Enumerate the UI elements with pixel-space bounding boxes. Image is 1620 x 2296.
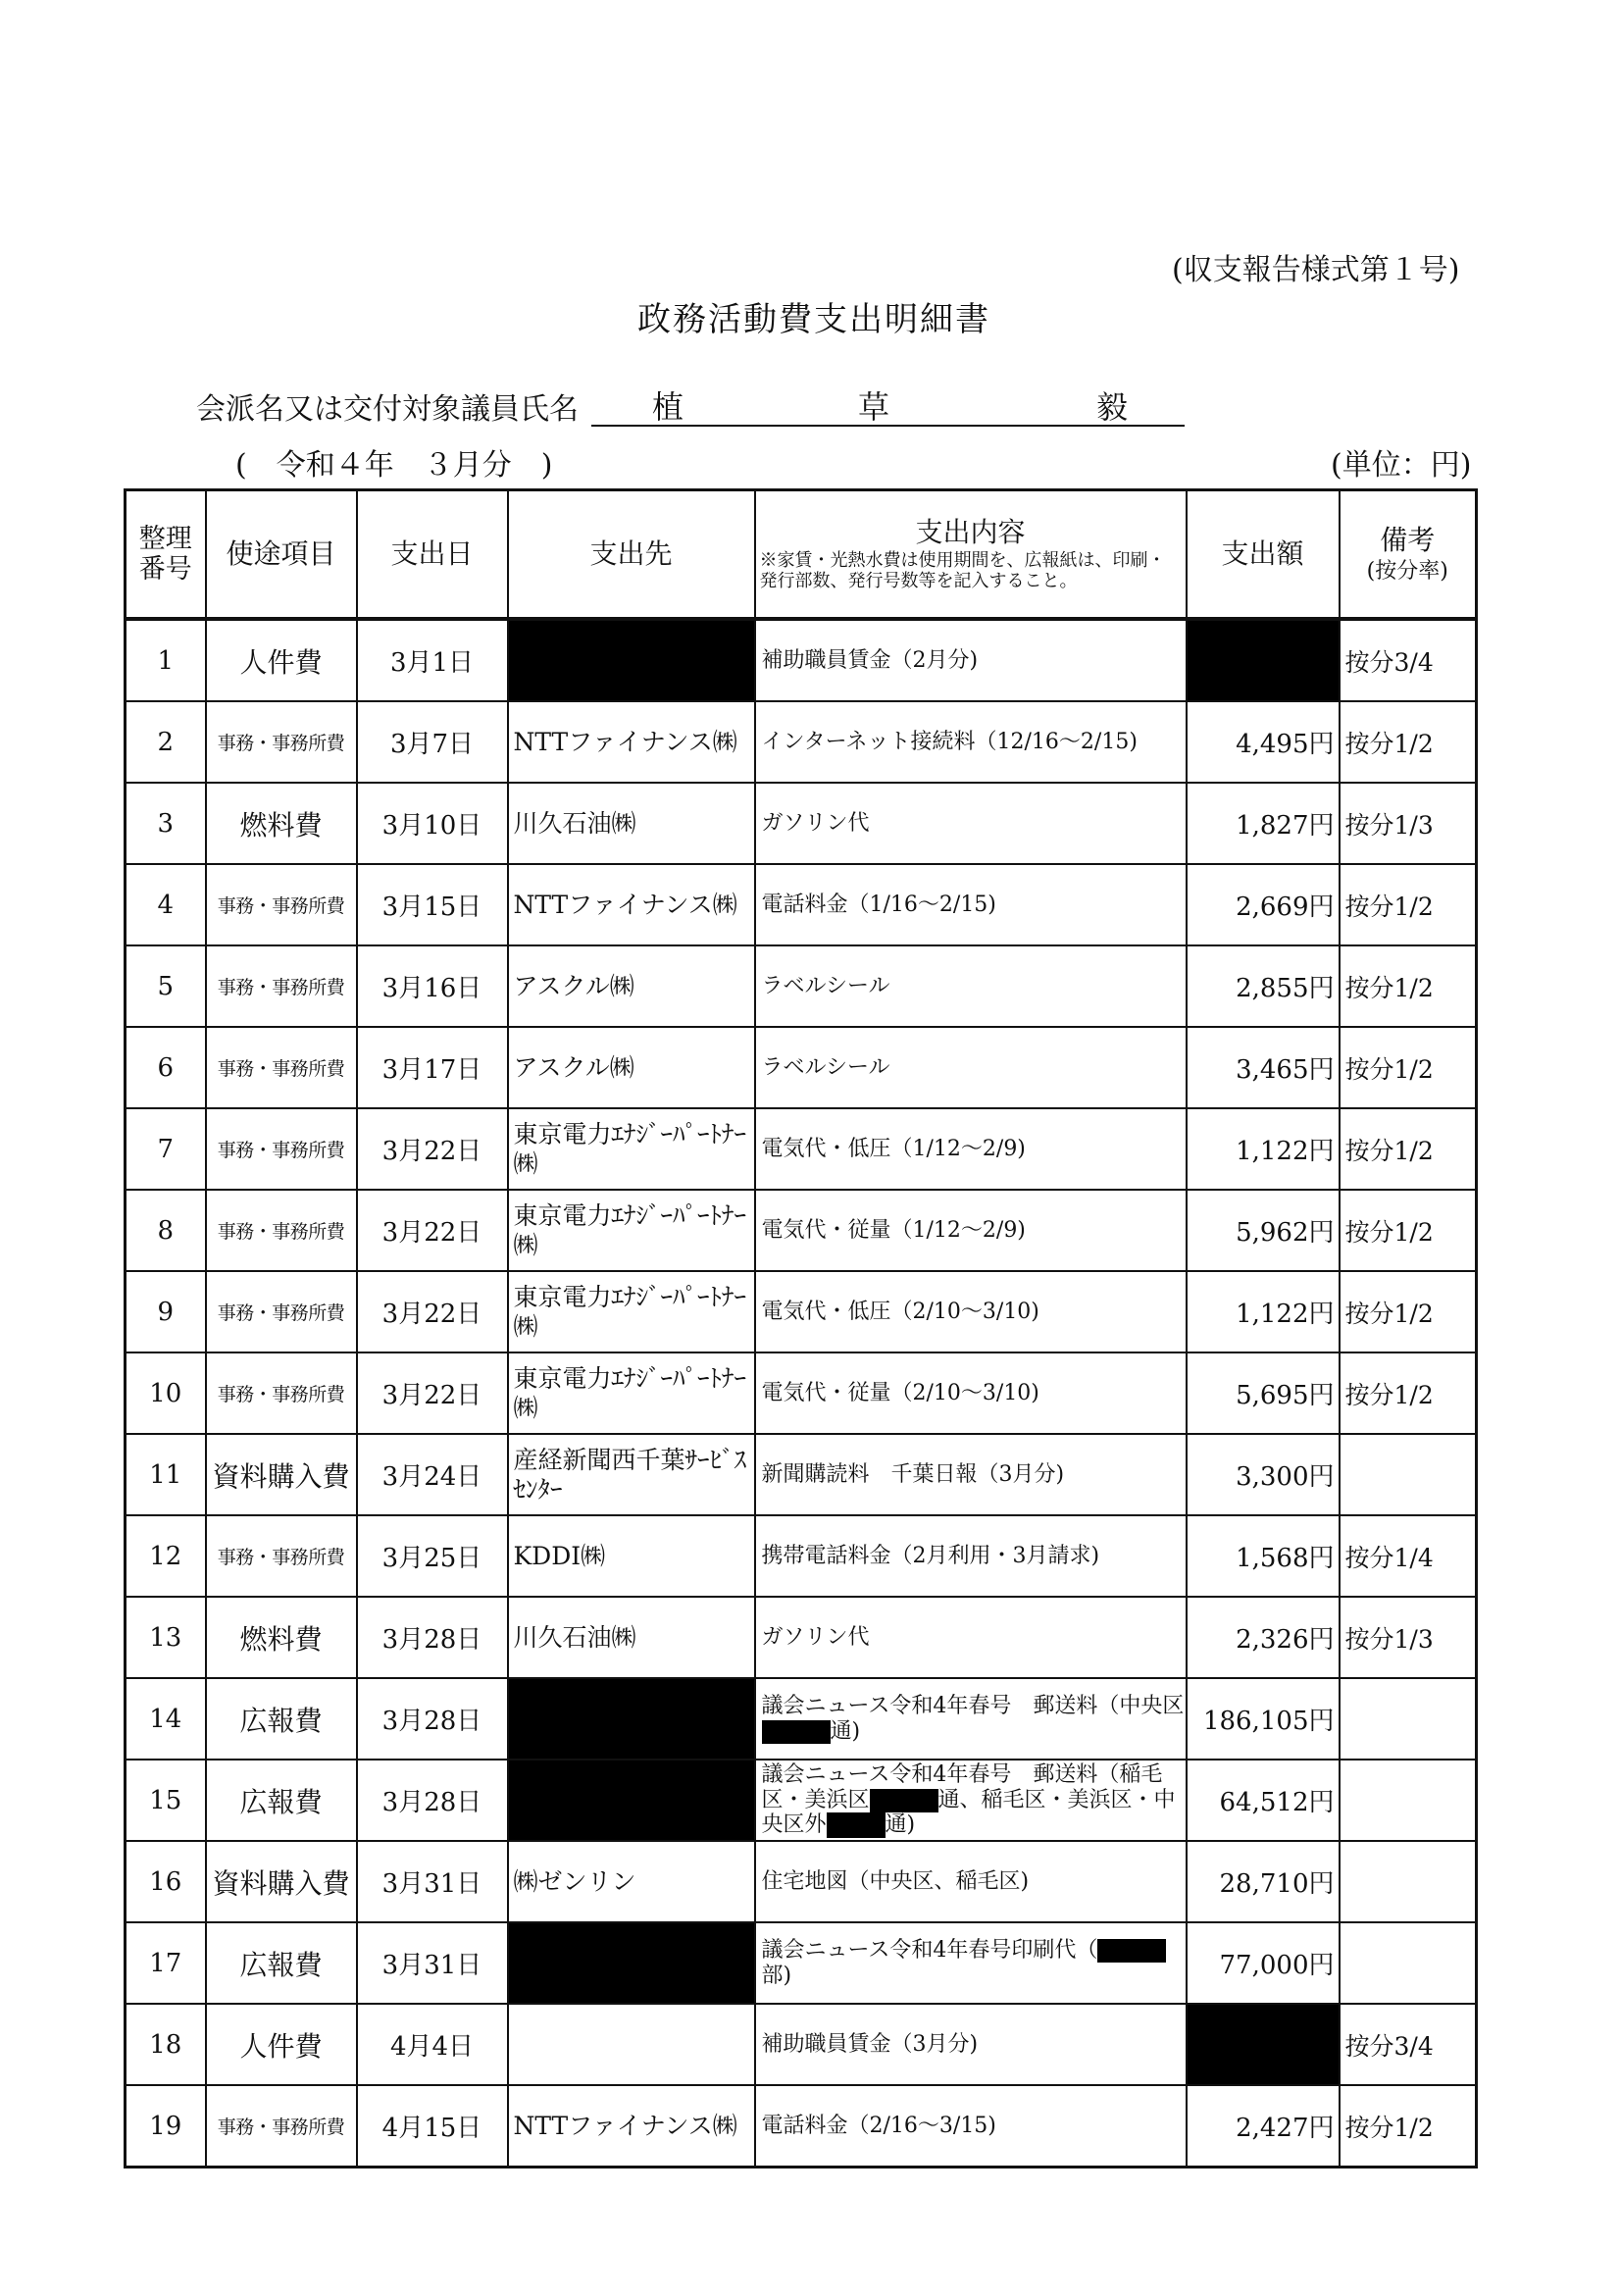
member-name-part: 草 — [858, 388, 890, 426]
row-amount: 1,568円 — [1187, 1515, 1340, 1597]
table-row — [126, 2004, 1477, 2085]
row-content-text: ガソリン代 — [761, 1624, 870, 1650]
period: ( 令和４年 ３月分 ) — [235, 448, 553, 483]
row-remarks: 按分1/2 — [1340, 1027, 1477, 1108]
row-content-text: 電気代・従量（2/10～3/10) — [761, 1380, 1039, 1405]
row-payee: 東京電力ｴﾅｼﾞｰﾊﾟｰﾄﾅｰ㈱ — [508, 1271, 755, 1352]
row-date: 3月28日 — [357, 1597, 508, 1678]
row-date: 3月22日 — [357, 1190, 508, 1271]
row-remarks: 按分1/3 — [1340, 1597, 1477, 1678]
redacted-payee — [508, 1922, 755, 2004]
row-date: 3月28日 — [357, 1760, 508, 1841]
row-content — [755, 1027, 1187, 1108]
row-date: 3月16日 — [357, 945, 508, 1027]
row-content-text: ラベルシール — [761, 973, 890, 998]
row-number: 5 — [126, 945, 206, 1027]
row-remarks — [1340, 1760, 1477, 1841]
row-number: 4 — [126, 864, 206, 945]
table-row — [126, 1678, 1477, 1760]
row-remarks — [1340, 1841, 1477, 1922]
row-content-text: インターネット接続料（12/16～2/15) — [761, 729, 1138, 754]
row-content-text: 電話料金（1/16～2/15) — [761, 892, 996, 917]
row-category: 事務・事務所費 — [206, 1271, 357, 1352]
row-content — [755, 1922, 1187, 2004]
row-number: 15 — [126, 1760, 206, 1841]
form-number: (収支報告様式第１号) — [1172, 253, 1460, 287]
row-content-text: 住宅地図（中央区、稲毛区) — [761, 1868, 1030, 1894]
row-date: 3月22日 — [357, 1352, 508, 1434]
row-payee: 産経新聞西千葉ｻｰﾋﾞｽｾﾝﾀｰ — [508, 1434, 755, 1515]
row-amount: 2,669円 — [1187, 864, 1340, 945]
row-amount: 3,300円 — [1187, 1434, 1340, 1515]
table-row — [126, 1515, 1477, 1597]
row-remarks: 按分1/2 — [1340, 1108, 1477, 1190]
redacted-text — [1097, 1939, 1166, 1963]
row-date: 3月10日 — [357, 783, 508, 864]
row-category: 資料購入費 — [206, 1434, 357, 1515]
row-remarks: 按分1/2 — [1340, 864, 1477, 945]
table-row — [126, 1190, 1477, 1271]
table-row — [126, 783, 1477, 864]
row-number: 10 — [126, 1352, 206, 1434]
row-amount: 2,427円 — [1187, 2085, 1340, 2168]
row-remarks: 按分1/2 — [1340, 945, 1477, 1027]
row-date: 3月7日 — [357, 701, 508, 783]
table-row — [126, 945, 1477, 1027]
row-content-text: 通) — [830, 1718, 861, 1744]
row-remarks: 按分1/2 — [1340, 2085, 1477, 2168]
row-payee: NTTファイナンス㈱ — [508, 701, 755, 783]
row-content-text: 補助職員賃金（3月分) — [761, 2031, 979, 2057]
row-category: 事務・事務所費 — [206, 945, 357, 1027]
row-category: 資料購入費 — [206, 1841, 357, 1922]
row-amount: 28,710円 — [1187, 1841, 1340, 1922]
row-number: 8 — [126, 1190, 206, 1271]
row-date: 4月15日 — [357, 2085, 508, 2168]
row-content-text: ラベルシール — [761, 1054, 890, 1080]
row-content-text: 電気代・低圧（1/12～2/9) — [761, 1136, 1026, 1161]
row-content-text: 補助職員賃金（2月分) — [761, 647, 979, 673]
row-date: 3月17日 — [357, 1027, 508, 1108]
row-amount: 5,962円 — [1187, 1190, 1340, 1271]
row-amount: 1,122円 — [1187, 1271, 1340, 1352]
row-content — [755, 783, 1187, 864]
redacted-amount — [1187, 619, 1340, 701]
table-row — [126, 864, 1477, 945]
row-date: 3月22日 — [357, 1108, 508, 1190]
table-row — [126, 1841, 1477, 1922]
expense-table — [124, 488, 1478, 2168]
row-category: 広報費 — [206, 1678, 357, 1760]
row-content-text: 新聞購読料 千葉日報（3月分) — [761, 1461, 1065, 1487]
row-content — [755, 1190, 1187, 1271]
row-payee: 川久石油㈱ — [508, 783, 755, 864]
row-content-text: 電気代・低圧（2/10～3/10) — [761, 1299, 1039, 1324]
row-date: 3月24日 — [357, 1434, 508, 1515]
row-payee: アスクル㈱ — [508, 1027, 755, 1108]
row-number: 19 — [126, 2085, 206, 2168]
member-label: 会派名又は交付対象議員氏名 — [196, 392, 579, 427]
row-remarks: 按分1/2 — [1340, 701, 1477, 783]
row-category: 事務・事務所費 — [206, 1027, 357, 1108]
row-content-text: 通) — [885, 1812, 916, 1838]
row-amount: 5,695円 — [1187, 1352, 1340, 1434]
col-header-category: 使途項目 — [206, 490, 357, 620]
row-category: 事務・事務所費 — [206, 864, 357, 945]
row-number: 16 — [126, 1841, 206, 1922]
row-content — [755, 1515, 1187, 1597]
row-remarks: 按分1/2 — [1340, 1271, 1477, 1352]
row-payee: 東京電力ｴﾅｼﾞｰﾊﾟｰﾄﾅｰ㈱ — [508, 1190, 755, 1271]
row-remarks — [1340, 1434, 1477, 1515]
row-number: 13 — [126, 1597, 206, 1678]
table-row — [126, 1434, 1477, 1515]
row-amount: 1,122円 — [1187, 1108, 1340, 1190]
row-content-text: 議会ニュース令和4年春号 郵送料（中央区 — [761, 1693, 1185, 1718]
row-remarks: 按分1/4 — [1340, 1515, 1477, 1597]
row-amount: 77,000円 — [1187, 1922, 1340, 2004]
row-content-text: 携帯電話料金（2月利用・3月請求) — [761, 1543, 1100, 1568]
col-header-payee: 支出先 — [508, 490, 755, 620]
redacted-payee — [508, 619, 755, 701]
row-remarks: 按分3/4 — [1340, 2004, 1477, 2085]
row-payee: 東京電力ｴﾅｼﾞｰﾊﾟｰﾄﾅｰ㈱ — [508, 1352, 755, 1434]
table-row — [126, 1108, 1477, 1190]
table-row — [126, 2085, 1477, 2168]
row-date: 3月25日 — [357, 1515, 508, 1597]
row-category: 人件費 — [206, 2004, 357, 2085]
row-amount: 2,855円 — [1187, 945, 1340, 1027]
row-remarks: 按分1/2 — [1340, 1352, 1477, 1434]
row-number: 9 — [126, 1271, 206, 1352]
row-date: 3月31日 — [357, 1922, 508, 2004]
row-date: 4月4日 — [357, 2004, 508, 2085]
row-content — [755, 1271, 1187, 1352]
row-content — [755, 1760, 1187, 1841]
table-header-row — [126, 490, 1477, 620]
row-content — [755, 2085, 1187, 2168]
table-row — [126, 619, 1477, 701]
redacted-payee — [508, 1760, 755, 1841]
row-content — [755, 864, 1187, 945]
member-name-underline — [591, 425, 1185, 427]
row-remarks: 按分1/2 — [1340, 1190, 1477, 1271]
row-content-text: 部) — [761, 1963, 792, 1988]
row-content-text: 電話料金（2/16～3/15) — [761, 2113, 996, 2138]
row-number: 12 — [126, 1515, 206, 1597]
col-header-amount: 支出額 — [1187, 490, 1340, 620]
row-content — [755, 1678, 1187, 1760]
row-category: 広報費 — [206, 1922, 357, 2004]
row-remarks: 按分1/3 — [1340, 783, 1477, 864]
row-date: 3月31日 — [357, 1841, 508, 1922]
row-date: 3月15日 — [357, 864, 508, 945]
row-payee: NTTファイナンス㈱ — [508, 2085, 755, 2168]
table-row — [126, 1760, 1477, 1841]
row-content-text: 通、稲毛区・美浜区・中央区外 — [761, 1787, 1176, 1838]
row-category: 事務・事務所費 — [206, 1352, 357, 1434]
row-payee: KDDI㈱ — [508, 1515, 755, 1597]
row-category: 事務・事務所費 — [206, 2085, 357, 2168]
row-content — [755, 1108, 1187, 1190]
row-category: 人件費 — [206, 619, 357, 701]
row-category: 燃料費 — [206, 783, 357, 864]
row-remarks — [1340, 1678, 1477, 1760]
row-content-text: 議会ニュース令和4年春号 郵送料（稲毛区・美浜区 — [761, 1761, 1163, 1812]
row-content — [755, 701, 1187, 783]
row-payee — [508, 2004, 755, 2085]
row-payee: NTTファイナンス㈱ — [508, 864, 755, 945]
row-number: 11 — [126, 1434, 206, 1515]
row-content — [755, 1841, 1187, 1922]
row-category: 事務・事務所費 — [206, 1515, 357, 1597]
row-number: 18 — [126, 2004, 206, 2085]
row-amount: 64,512円 — [1187, 1760, 1340, 1841]
row-category: 広報費 — [206, 1760, 357, 1841]
row-content-text: 議会ニュース令和4年春号印刷代（ — [761, 1937, 1098, 1963]
row-date: 3月1日 — [357, 619, 508, 701]
row-date: 3月22日 — [357, 1271, 508, 1352]
col-header-content-note: ※家賃・光熱水費は使用期間を、広報紙は、印刷・発行部数、発行号数等を記入すること。 — [759, 549, 1166, 591]
col-header-remarks — [1340, 490, 1477, 620]
row-category: 事務・事務所費 — [206, 1108, 357, 1190]
row-content — [755, 619, 1187, 701]
row-number: 6 — [126, 1027, 206, 1108]
table-row — [126, 1922, 1477, 2004]
table-row — [126, 1027, 1477, 1108]
col-header-content-label: 支出内容 — [915, 515, 1026, 548]
row-category: 事務・事務所費 — [206, 1190, 357, 1271]
table-row — [126, 1352, 1477, 1434]
row-payee: 東京電力ｴﾅｼﾞｰﾊﾟｰﾄﾅｰ㈱ — [508, 1108, 755, 1190]
row-amount: 186,105円 — [1187, 1678, 1340, 1760]
unit-label: (単位：円) — [1331, 448, 1472, 483]
row-amount: 4,495円 — [1187, 701, 1340, 783]
row-number: 17 — [126, 1922, 206, 2004]
table-row — [126, 1271, 1477, 1352]
col-header-content — [755, 490, 1187, 620]
row-amount: 2,326円 — [1187, 1597, 1340, 1678]
row-content — [755, 1434, 1187, 1515]
row-number: 2 — [126, 701, 206, 783]
member-name-part: 植 — [652, 388, 684, 426]
redacted-text — [870, 1789, 938, 1812]
row-content-text: 電気代・従量（1/12～2/9) — [761, 1217, 1026, 1243]
member-name-part: 毅 — [1096, 388, 1129, 426]
row-number: 1 — [126, 619, 206, 701]
row-category: 事務・事務所費 — [206, 701, 357, 783]
redacted-text — [827, 1812, 886, 1838]
row-content — [755, 1597, 1187, 1678]
row-remarks: 按分3/4 — [1340, 619, 1477, 701]
col-header-remarks-sub: (按分率) — [1366, 558, 1448, 584]
row-content — [755, 945, 1187, 1027]
row-payee: 川久石油㈱ — [508, 1597, 755, 1678]
table-row — [126, 701, 1477, 783]
row-amount: 1,827円 — [1187, 783, 1340, 864]
row-number: 7 — [126, 1108, 206, 1190]
row-amount: 3,465円 — [1187, 1027, 1340, 1108]
row-content — [755, 2004, 1187, 2085]
table-row — [126, 1597, 1477, 1678]
redacted-payee — [508, 1678, 755, 1760]
row-category: 燃料費 — [206, 1597, 357, 1678]
redacted-amount — [1187, 2004, 1340, 2085]
row-date: 3月28日 — [357, 1678, 508, 1760]
col-header-date: 支出日 — [357, 490, 508, 620]
row-payee: ㈱ゼンリン — [508, 1841, 755, 1922]
row-number: 14 — [126, 1678, 206, 1760]
row-payee: アスクル㈱ — [508, 945, 755, 1027]
row-remarks — [1340, 1922, 1477, 2004]
row-content — [755, 1352, 1187, 1434]
row-content-text: ガソリン代 — [761, 810, 870, 836]
page-title: 政務活動費支出明細書 — [637, 300, 990, 339]
redacted-text — [762, 1720, 831, 1744]
row-number: 3 — [126, 783, 206, 864]
col-header-no: 整理番号 — [126, 490, 206, 620]
col-header-remarks-label: 備考 — [1380, 523, 1436, 556]
